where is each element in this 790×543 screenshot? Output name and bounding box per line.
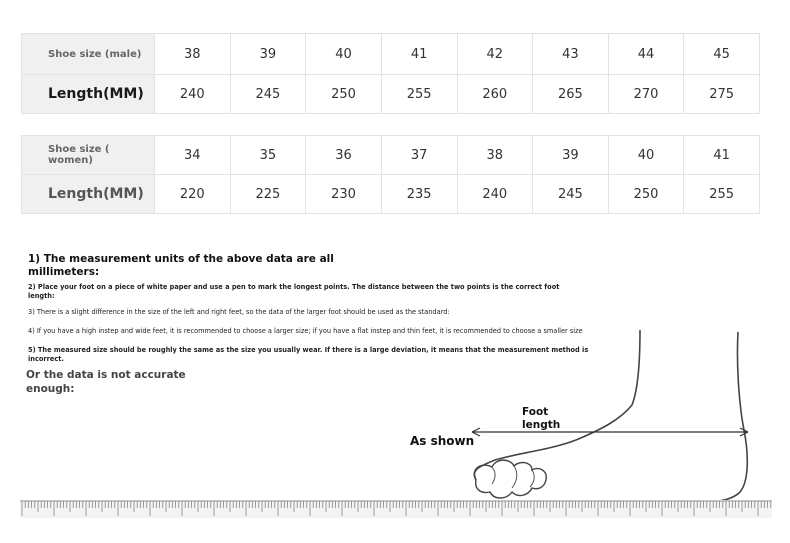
female-length-cell: 225 (230, 175, 306, 214)
female-length-cell: 245 (533, 175, 609, 214)
note-5: 5) The measured size should be roughly the same as the size you usually wear. If there is a large deviation, it means that the measurement method is incorrect. (28, 346, 589, 363)
male-size-cell: 40 (306, 34, 382, 75)
male-size-cell: 39 (230, 34, 306, 75)
female-size-cell: 41 (684, 136, 760, 175)
female-length-cell: 250 (608, 175, 684, 214)
ruler-icon (20, 500, 772, 520)
male-size-cell: 38 (155, 34, 231, 75)
note-1-line1: 1) The measurement units of the above data are all (28, 253, 334, 265)
male-length-row (22, 75, 760, 114)
note-4: 4) If you have a high instep and wide feet, it is recommended to choose a larger size; if you have a flat instep and thin feet, it is recommended to choose a smaller size (28, 327, 583, 335)
female-size-row (22, 136, 760, 175)
male-size-cell: 41 (381, 34, 457, 75)
female-size-label-line1: Shoe size ( (48, 144, 110, 155)
male-length-cell: 270 (608, 75, 684, 114)
female-size-cell: 37 (381, 136, 457, 175)
foot-length-label (522, 406, 560, 432)
male-length-cell: 265 (533, 75, 609, 114)
male-length-cell: 255 (381, 75, 457, 114)
male-size-table (21, 33, 760, 114)
female-size-cell: 35 (230, 136, 306, 175)
female-length-row (22, 175, 760, 214)
male-size-label: Shoe size (male) (22, 34, 155, 75)
male-length-cell: 260 (457, 75, 533, 114)
female-length-cell: 255 (684, 175, 760, 214)
male-size-cell: 44 (608, 34, 684, 75)
foot-length-line2: length (522, 419, 561, 431)
female-length-cell: 220 (155, 175, 231, 214)
male-length-cell: 275 (684, 75, 760, 114)
note-1-line2: millimeters: (28, 266, 100, 278)
as-shown-label: As shown (410, 434, 475, 448)
female-size-cell: 38 (457, 136, 533, 175)
foot-length-line1: Foot (522, 406, 549, 418)
female-length-cell: 240 (457, 175, 533, 214)
female-size-cell: 34 (155, 136, 231, 175)
foot-outline-icon (400, 320, 760, 510)
female-length-cell: 235 (381, 175, 457, 214)
note-1 (28, 253, 688, 279)
note-2: 2) Place your foot on a piece of white paper and use a pen to mark the longest points. The distance between the two points is the correct foot length: (28, 283, 560, 300)
female-size-cell: 36 (306, 136, 382, 175)
female-length-label: Length(MM) (22, 175, 155, 214)
male-length-cell: 250 (306, 75, 382, 114)
female-size-cell: 40 (608, 136, 684, 175)
male-size-cell: 43 (533, 34, 609, 75)
female-size-cell: 39 (533, 136, 609, 175)
female-size-label-line2: women) (48, 155, 93, 166)
male-length-label: Length(MM) (22, 75, 155, 114)
note-3: 3) There is a slight difference in the size of the left and right feet, so the data of the larger foot should be used as the standard: (28, 308, 450, 316)
male-length-cell: 240 (155, 75, 231, 114)
male-length-cell: 245 (230, 75, 306, 114)
male-size-cell: 42 (457, 34, 533, 75)
female-length-cell: 230 (306, 175, 382, 214)
male-size-cell: 45 (684, 34, 760, 75)
female-size-label (22, 136, 155, 175)
male-size-row (22, 34, 760, 75)
note-tail: Or the data is not accurate enough: (26, 369, 186, 395)
measurement-arrow-icon (472, 428, 748, 436)
female-size-table (21, 135, 760, 214)
